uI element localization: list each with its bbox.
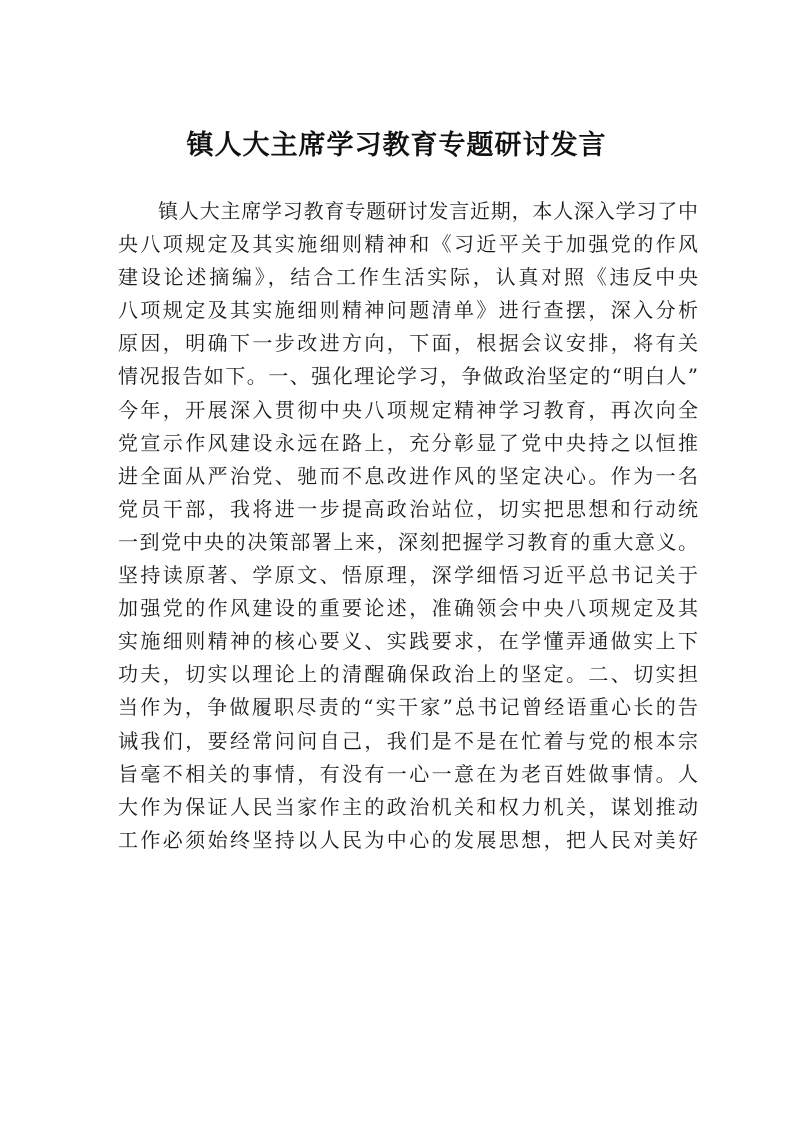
body-line: 党宣示作风建设永远在路上，充分彰显了党中央持之以恒推 bbox=[118, 430, 698, 455]
body-line: 工作必须始终坚持以人民为中心的发展思想，把人民对美好 bbox=[118, 827, 698, 852]
body-line: 一到党中央的决策部署上来，深刻把握学习教育的重大意义。 bbox=[118, 529, 698, 554]
body-line: 实施细则精神的核心要义、实践要求，在学懂弄通做实上下 bbox=[118, 629, 698, 654]
body-line: 党员干部，我将进一步提高政治站位，切实把思想和行动统 bbox=[118, 496, 698, 521]
body-line: 八项规定及其实施细则精神问题清单》进行查摆，深入分析 bbox=[118, 298, 698, 323]
body-line: 进全面从严治党、驰而不息改进作风的坚定决心。作为一名 bbox=[118, 463, 698, 488]
body-line: 建设论述摘编》，结合工作生活实际，认真对照《违反中央 bbox=[118, 265, 698, 290]
body-line: 诫我们，要经常问问自己，我们是不是在忙着与党的根本宗 bbox=[118, 728, 698, 753]
body-line: 大作为保证人民当家作主的政治机关和权力机关，谋划推动 bbox=[118, 794, 698, 819]
body-line: 旨毫不相关的事情，有没有一心一意在为老百姓做事情。人 bbox=[118, 761, 698, 786]
body-line: 原因，明确下一步改进方向，下面，根据会议安排，将有关 bbox=[118, 331, 698, 356]
document-body bbox=[118, 195, 698, 857]
body-line: 当作为，争做履职尽责的“实干家”总书记曾经语重心长的告 bbox=[118, 695, 698, 720]
body-line: 今年，开展深入贯彻中央八项规定精神学习教育，再次向全 bbox=[118, 397, 698, 422]
body-line: 加强党的作风建设的重要论述，准确领会中央八项规定及其 bbox=[118, 596, 698, 621]
document-title: 镇人大主席学习教育专题研讨发言 bbox=[186, 130, 607, 161]
body-line: 镇人大主席学习教育专题研讨发言近期，本人深入学习了中 bbox=[158, 199, 698, 223]
body-line: 功夫，切实以理论上的清醒确保政治上的坚定。二、切实担 bbox=[118, 662, 698, 687]
body-line: 坚持读原著、学原文、悟原理，深学细悟习近平总书记关于 bbox=[118, 563, 698, 588]
body-line: 央八项规定及其实施细则精神和《习近平关于加强党的作风 bbox=[118, 232, 698, 257]
body-line: 情况报告如下。一、强化理论学习，争做政治坚定的“明白人” bbox=[118, 364, 698, 389]
